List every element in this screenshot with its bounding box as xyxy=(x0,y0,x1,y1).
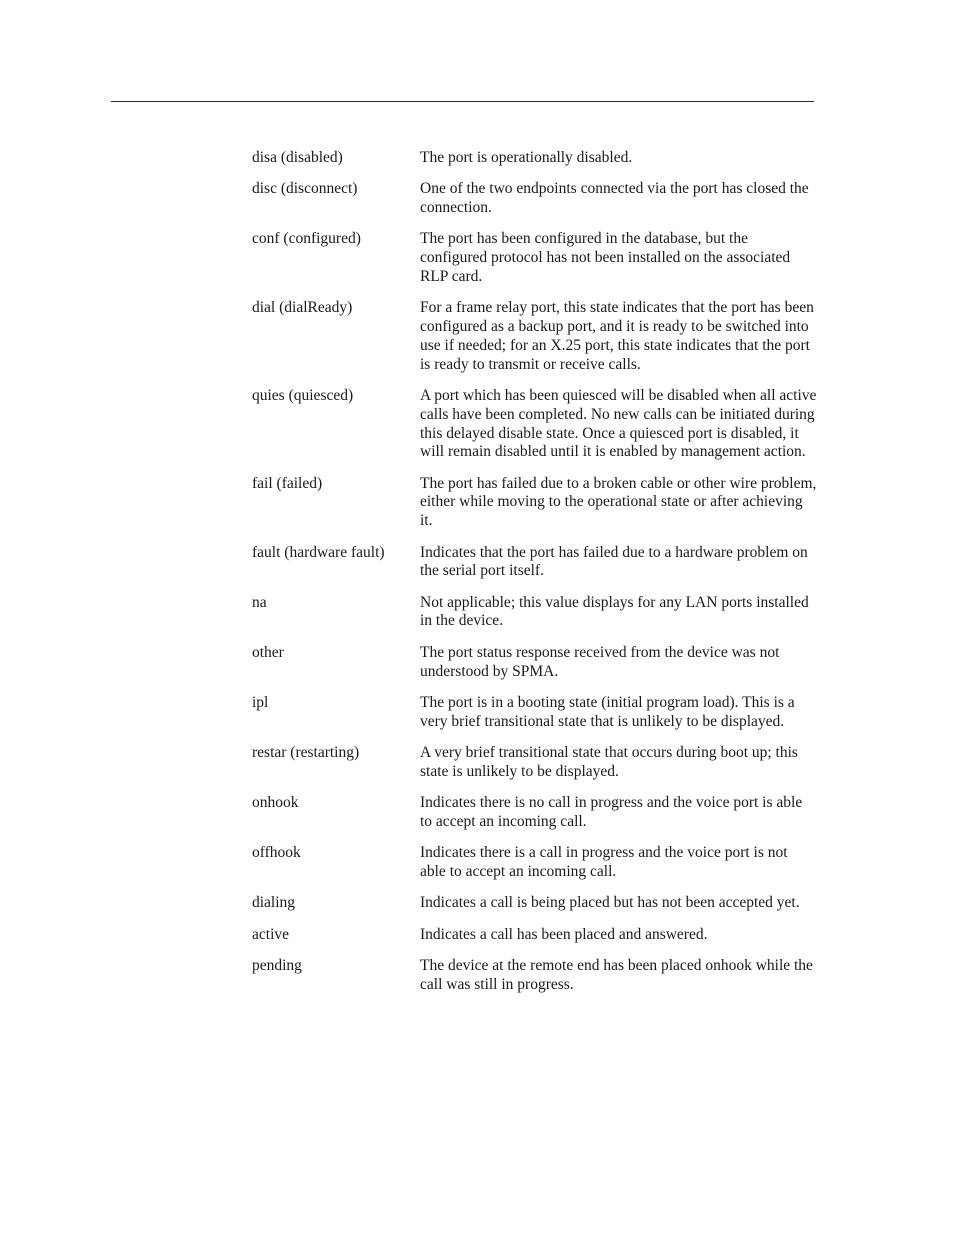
definition-list xyxy=(252,149,817,1007)
term: conf (configured) xyxy=(252,230,361,248)
list-item xyxy=(252,744,817,782)
term: disa (disabled) xyxy=(252,149,343,166)
description: The port status response received from the device was not understood by SPMA. xyxy=(420,643,780,680)
list-item xyxy=(252,957,817,995)
description: The port has failed due to a broken cable or other wire problem, either while moving to the operational state or after achieving it. xyxy=(420,474,817,530)
term: other xyxy=(252,643,284,661)
description: Indicates that the port has failed due to a hardware problem on the serial port itself. xyxy=(420,543,808,580)
term: ipl xyxy=(252,693,269,711)
description: For a frame relay port, this state indicates that the port has been configured as a backup port, and it is ready to be switched into use if needed; for an X.25 port, this state indicates that the port is ready to transmit or receive calls. xyxy=(420,299,814,373)
header-rule xyxy=(111,101,814,102)
list-item xyxy=(252,299,817,374)
list-item xyxy=(252,594,817,632)
list-item xyxy=(252,475,817,531)
term: fault (hardware fault) xyxy=(252,543,385,561)
description: Not applicable; this value displays for any LAN ports installed in the device. xyxy=(420,593,809,630)
list-item xyxy=(252,149,817,168)
term: quies (quiesced) xyxy=(252,386,354,404)
description: A very brief transitional state that occurs during boot up; this state is unlikely to be displayed. xyxy=(420,743,798,780)
description: Indicates a call has been placed and answered. xyxy=(420,925,708,943)
term: disc (disconnect) xyxy=(252,180,358,198)
list-item xyxy=(252,894,817,913)
term: fail (failed) xyxy=(252,474,323,492)
term: onhook xyxy=(252,794,299,812)
term: na xyxy=(252,593,267,611)
list-item xyxy=(252,644,817,682)
term: offhook xyxy=(252,844,301,862)
list-item xyxy=(252,544,817,582)
description: Indicates there is no call in progress and the voice port is able to accept an incoming call. xyxy=(420,794,803,830)
list-item xyxy=(252,794,817,832)
list-item xyxy=(252,387,817,462)
list-item xyxy=(252,230,817,286)
description: Indicates there is a call in progress and the voice port is not able to accept an incoming call. xyxy=(420,844,788,880)
list-item xyxy=(252,926,817,945)
description: One of the two endpoints connected via the port has closed the connection. xyxy=(420,180,809,217)
list-item xyxy=(252,694,817,732)
description: A port which has been quiesced will be disabled when all active calls have been completed. No new calls can be initiated during this delayed disable state. Once a quiesced port is disabled, it will remain disabled until it is enabled by management action. xyxy=(420,386,817,461)
description: Indicates a call is being placed but has not been accepted yet. xyxy=(420,894,800,912)
term: restar (restarting) xyxy=(252,743,360,761)
term: pending xyxy=(252,956,302,974)
list-item xyxy=(252,180,817,218)
description: The port is in a booting state (initial program load). This is a very brief transitional state that is unlikely to be displayed. xyxy=(420,693,795,730)
description: The device at the remote end has been placed onhook while the call was still in progress. xyxy=(420,956,813,993)
description: The port is operationally disabled. xyxy=(420,149,633,166)
term: active xyxy=(252,925,290,943)
term: dial (dialReady) xyxy=(252,299,353,317)
list-item xyxy=(252,844,817,882)
term: dialing xyxy=(252,894,296,912)
description: The port has been configured in the database, but the configured protocol has not been installed on the associated RLP card. xyxy=(420,230,791,285)
